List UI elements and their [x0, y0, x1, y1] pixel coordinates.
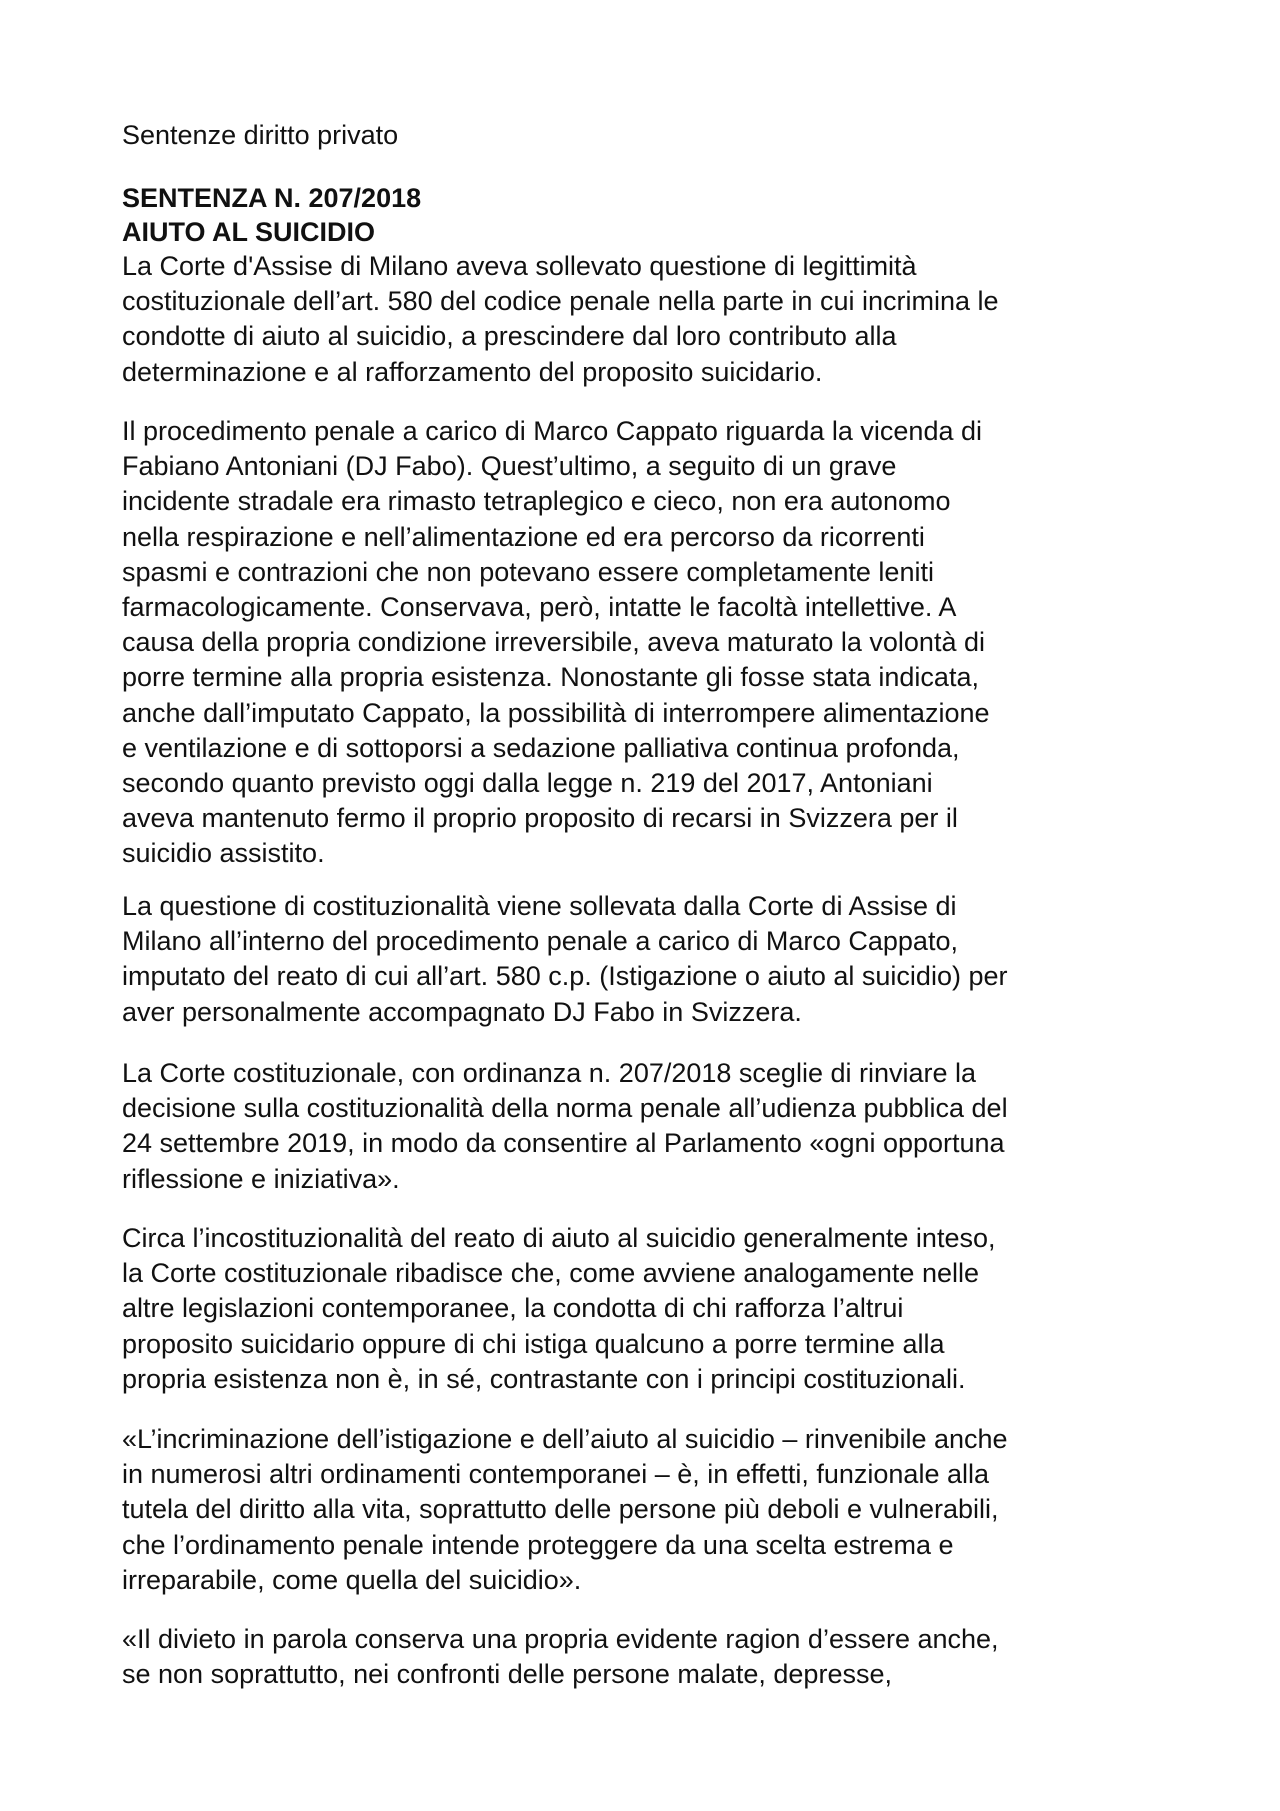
text-line: altre legislazioni contemporanee, la condotta di chi rafforza l’altrui: [122, 1293, 904, 1324]
text-line: irreparabile, come quella del suicidio».: [122, 1564, 582, 1595]
text-line: «Il divieto in parola conserva una propria evidente ragion d’essere anche,: [122, 1624, 999, 1654]
text-line: aveva mantenuto fermo il proprio proposito di recarsi in Svizzera per il: [122, 803, 958, 834]
title-line: SENTENZA N. 207/2018: [122, 183, 422, 213]
text-line: anche dall’imputato Cappato, la possibilità di interrompere alimentazione: [122, 697, 990, 728]
text-line: tutela del diritto alla vita, soprattutto delle persone più deboli e vulnerabili,: [122, 1494, 999, 1525]
text-line: Fabiano Antoniani (DJ Fabo). Quest’ultimo, a seguito di un grave: [122, 451, 897, 482]
text-line: e ventilazione e di sottoporsi a sedazione palliativa continua profonda,: [122, 732, 960, 763]
text-line: riflessione e iniziativa».: [122, 1163, 400, 1194]
text-line: La Corte costituzionale, con ordinanza n. 207/2018 sceglie di rinviare la: [122, 1058, 977, 1088]
text-line: in numerosi altri ordinamenti contemporanei – è, in effetti, funzionale alla: [122, 1459, 989, 1490]
text-line: La questione di costituzionalità viene sollevata dalla Corte di Assise di: [122, 891, 957, 921]
text-line: determinazione e al rafforzamento del proposito suicidario.: [122, 356, 823, 387]
text-line: Il procedimento penale a carico di Marco Cappato riguarda la vicenda di: [122, 416, 982, 446]
sentence-title: [122, 181, 421, 249]
text-line: imputato del reato di cui all’art. 580 c.p. (Istigazione o aiuto al suicidio) per: [122, 961, 1008, 992]
paragraph: [122, 249, 999, 390]
text-line: causa della propria condizione irreversibile, aveva maturato la volontà di: [122, 627, 985, 658]
text-line: incidente stradale era rimasto tetraplegico e cieco, non era autonomo: [122, 486, 951, 517]
text-line: porre termine alla propria esistenza. Nonostante gli fosse stata indicata,: [122, 662, 979, 693]
text-line: propria esistenza non è, in sé, contrastante con i principi costituzionali.: [122, 1363, 966, 1394]
text-line: secondo quanto previsto oggi dalla legge n. 219 del 2017, Antoniani: [122, 768, 933, 799]
text-line: La Corte d'Assise di Milano aveva sollevato questione di legittimità: [122, 251, 917, 281]
paragraph: [122, 1056, 1008, 1197]
text-line: che l’ordinamento penale intende proteggere da una scelta estrema e: [122, 1529, 954, 1560]
text-line: «L’incriminazione dell’istigazione e dell’aiuto al suicidio – rinvenibile anche: [122, 1424, 1008, 1454]
paragraph: [122, 1422, 1008, 1598]
text-line: 24 settembre 2019, in modo da consentire al Parlamento «ogni opportuna: [122, 1128, 1005, 1159]
text-line: costituzionale dell’art. 580 del codice penale nella parte in cui incrimina le: [122, 286, 999, 317]
text-line: farmacologicamente. Conservava, però, intatte le facoltà intellettive. A: [122, 592, 957, 623]
title-line: AIUTO AL SUICIDIO: [122, 217, 376, 247]
document-header: Sentenze diritto privato: [122, 120, 399, 150]
paragraph: [122, 1221, 995, 1397]
text-line: se non soprattutto, nei confronti delle persone malate, depresse,: [122, 1659, 892, 1690]
text-line: aver personalmente accompagnato DJ Fabo in Svizzera.: [122, 996, 802, 1027]
text-line: Milano all’interno del procedimento penale a carico di Marco Cappato,: [122, 926, 958, 957]
paragraph: [122, 414, 990, 872]
text-line: proposito suicidario oppure di chi istiga qualcuno a porre termine alla: [122, 1328, 945, 1359]
text-line: condotte di aiuto al suicidio, a prescindere dal loro contributo alla: [122, 321, 897, 352]
text-line: nella respirazione e nell’alimentazione ed era percorso da ricorrenti: [122, 521, 925, 552]
text-line: la Corte costituzionale ribadisce che, come avviene analogamente nelle: [122, 1258, 979, 1289]
paragraph: [122, 889, 1007, 1030]
text-line: Circa l’incostituzionalità del reato di aiuto al suicidio generalmente inteso,: [122, 1223, 996, 1253]
text-line: decisione sulla costituzionalità della norma penale all’udienza pubblica del: [122, 1093, 1008, 1124]
text-line: suicidio assistito.: [122, 838, 325, 869]
text-line: spasmi e contrazioni che non potevano essere completamente leniti: [122, 556, 934, 587]
paragraph: [122, 1622, 999, 1692]
